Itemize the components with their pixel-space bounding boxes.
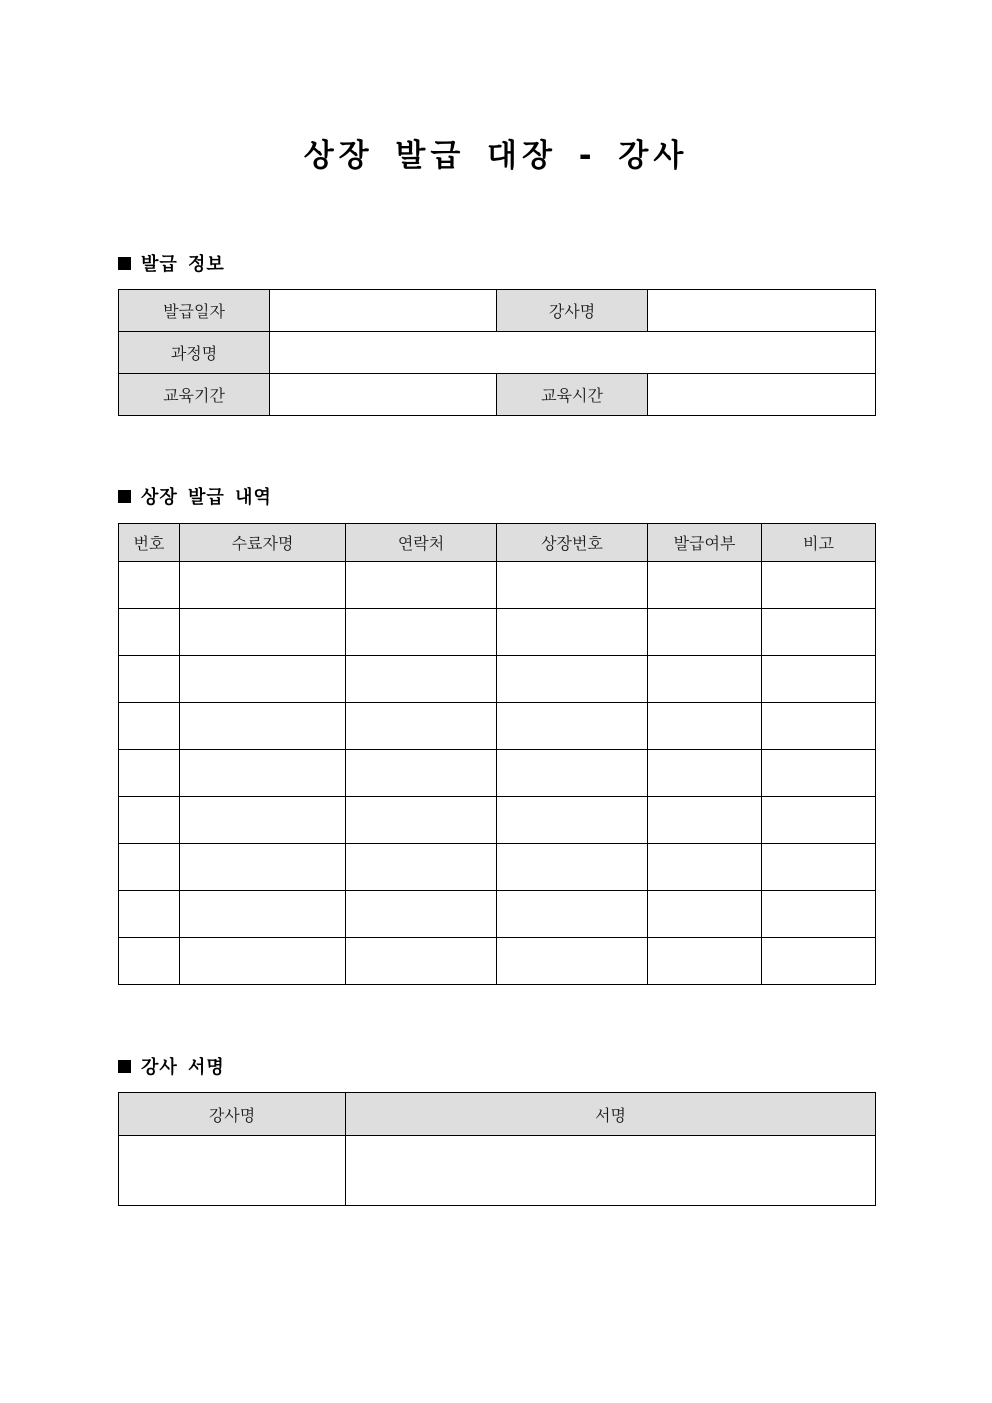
remarks-cell[interactable] — [762, 797, 876, 844]
period-field[interactable] — [270, 374, 497, 416]
award-list-table — [118, 523, 876, 985]
graduate-name-cell[interactable] — [180, 750, 346, 797]
signature-instructor-field[interactable] — [119, 1136, 346, 1206]
award-number-cell[interactable] — [497, 844, 648, 891]
issued-cell[interactable] — [648, 703, 762, 750]
issued-cell[interactable] — [648, 562, 762, 609]
issue-date-field[interactable] — [270, 290, 497, 332]
issue-info-table — [118, 289, 876, 416]
number-cell[interactable] — [119, 891, 180, 938]
contact-cell[interactable] — [346, 703, 497, 750]
info-row-period-hours — [119, 374, 876, 416]
square-bullet-icon — [118, 257, 131, 270]
issued-cell[interactable] — [648, 609, 762, 656]
contact-cell[interactable] — [346, 797, 497, 844]
signature-data-row — [119, 1136, 876, 1206]
section-heading-signature-label: 강사 서명 — [141, 1057, 225, 1078]
contact-cell[interactable] — [346, 562, 497, 609]
award-number-cell[interactable] — [497, 703, 648, 750]
number-cell[interactable] — [119, 703, 180, 750]
issued-cell[interactable] — [648, 797, 762, 844]
remarks-cell[interactable] — [762, 891, 876, 938]
graduate-name-cell[interactable] — [180, 562, 346, 609]
hours-label: 교육시간 — [497, 374, 648, 416]
issue-date-label: 발급일자 — [119, 290, 270, 332]
info-row-date-instructor — [119, 290, 876, 332]
remarks-cell[interactable] — [762, 750, 876, 797]
square-bullet-icon — [118, 1060, 131, 1073]
table-row — [119, 609, 876, 656]
contact-cell[interactable] — [346, 938, 497, 985]
column-header-contact: 연락처 — [346, 524, 497, 562]
award-number-cell[interactable] — [497, 750, 648, 797]
number-cell[interactable] — [119, 562, 180, 609]
column-header-number: 번호 — [119, 524, 180, 562]
contact-cell[interactable] — [346, 656, 497, 703]
page-title: 상장 발급 대장 - 강사 — [303, 138, 689, 174]
column-header-remarks: 비고 — [762, 524, 876, 562]
contact-cell[interactable] — [346, 844, 497, 891]
period-label: 교육기간 — [119, 374, 270, 416]
contact-cell[interactable] — [346, 609, 497, 656]
number-cell[interactable] — [119, 656, 180, 703]
award-number-cell[interactable] — [497, 938, 648, 985]
instructor-name-field[interactable] — [648, 290, 876, 332]
instructor-name-label: 강사명 — [497, 290, 648, 332]
number-cell[interactable] — [119, 844, 180, 891]
number-cell[interactable] — [119, 750, 180, 797]
issued-cell[interactable] — [648, 891, 762, 938]
graduate-name-cell[interactable] — [180, 703, 346, 750]
section-heading-awards-label: 상장 발급 내역 — [141, 487, 272, 508]
info-row-course — [119, 332, 876, 374]
signature-field[interactable] — [346, 1136, 876, 1206]
graduate-name-cell[interactable] — [180, 844, 346, 891]
number-cell[interactable] — [119, 797, 180, 844]
issued-cell[interactable] — [648, 938, 762, 985]
graduate-name-cell[interactable] — [180, 609, 346, 656]
hours-field[interactable] — [648, 374, 876, 416]
table-row — [119, 656, 876, 703]
table-row — [119, 797, 876, 844]
graduate-name-cell[interactable] — [180, 797, 346, 844]
table-row — [119, 703, 876, 750]
remarks-cell[interactable] — [762, 703, 876, 750]
column-header-award-number: 상장번호 — [497, 524, 648, 562]
award-number-cell[interactable] — [497, 609, 648, 656]
issued-cell[interactable] — [648, 844, 762, 891]
signature-table — [118, 1092, 876, 1206]
issued-cell[interactable] — [648, 750, 762, 797]
section-heading-info-label: 발급 정보 — [141, 254, 225, 275]
signature-label: 서명 — [346, 1093, 876, 1136]
section-heading-awards — [118, 485, 272, 511]
table-row — [119, 938, 876, 985]
signature-instructor-label: 강사명 — [119, 1093, 346, 1136]
graduate-name-cell[interactable] — [180, 938, 346, 985]
section-heading-info — [118, 252, 225, 278]
column-header-graduate-name: 수료자명 — [180, 524, 346, 562]
remarks-cell[interactable] — [762, 562, 876, 609]
graduate-name-cell[interactable] — [180, 656, 346, 703]
remarks-cell[interactable] — [762, 656, 876, 703]
table-row — [119, 562, 876, 609]
award-number-cell[interactable] — [497, 891, 648, 938]
award-number-cell[interactable] — [497, 562, 648, 609]
graduate-name-cell[interactable] — [180, 891, 346, 938]
contact-cell[interactable] — [346, 891, 497, 938]
award-number-cell[interactable] — [497, 797, 648, 844]
issued-cell[interactable] — [648, 656, 762, 703]
number-cell[interactable] — [119, 609, 180, 656]
table-row — [119, 750, 876, 797]
contact-cell[interactable] — [346, 750, 497, 797]
award-number-cell[interactable] — [497, 656, 648, 703]
square-bullet-icon — [118, 490, 131, 503]
column-header-issued: 발급여부 — [648, 524, 762, 562]
table-row — [119, 844, 876, 891]
remarks-cell[interactable] — [762, 938, 876, 985]
table-row — [119, 891, 876, 938]
course-name-label: 과정명 — [119, 332, 270, 374]
number-cell[interactable] — [119, 938, 180, 985]
course-name-field[interactable] — [270, 332, 876, 374]
remarks-cell[interactable] — [762, 609, 876, 656]
remarks-cell[interactable] — [762, 844, 876, 891]
award-header-row — [119, 524, 876, 562]
signature-header-row — [119, 1093, 876, 1136]
section-heading-signature — [118, 1055, 225, 1081]
